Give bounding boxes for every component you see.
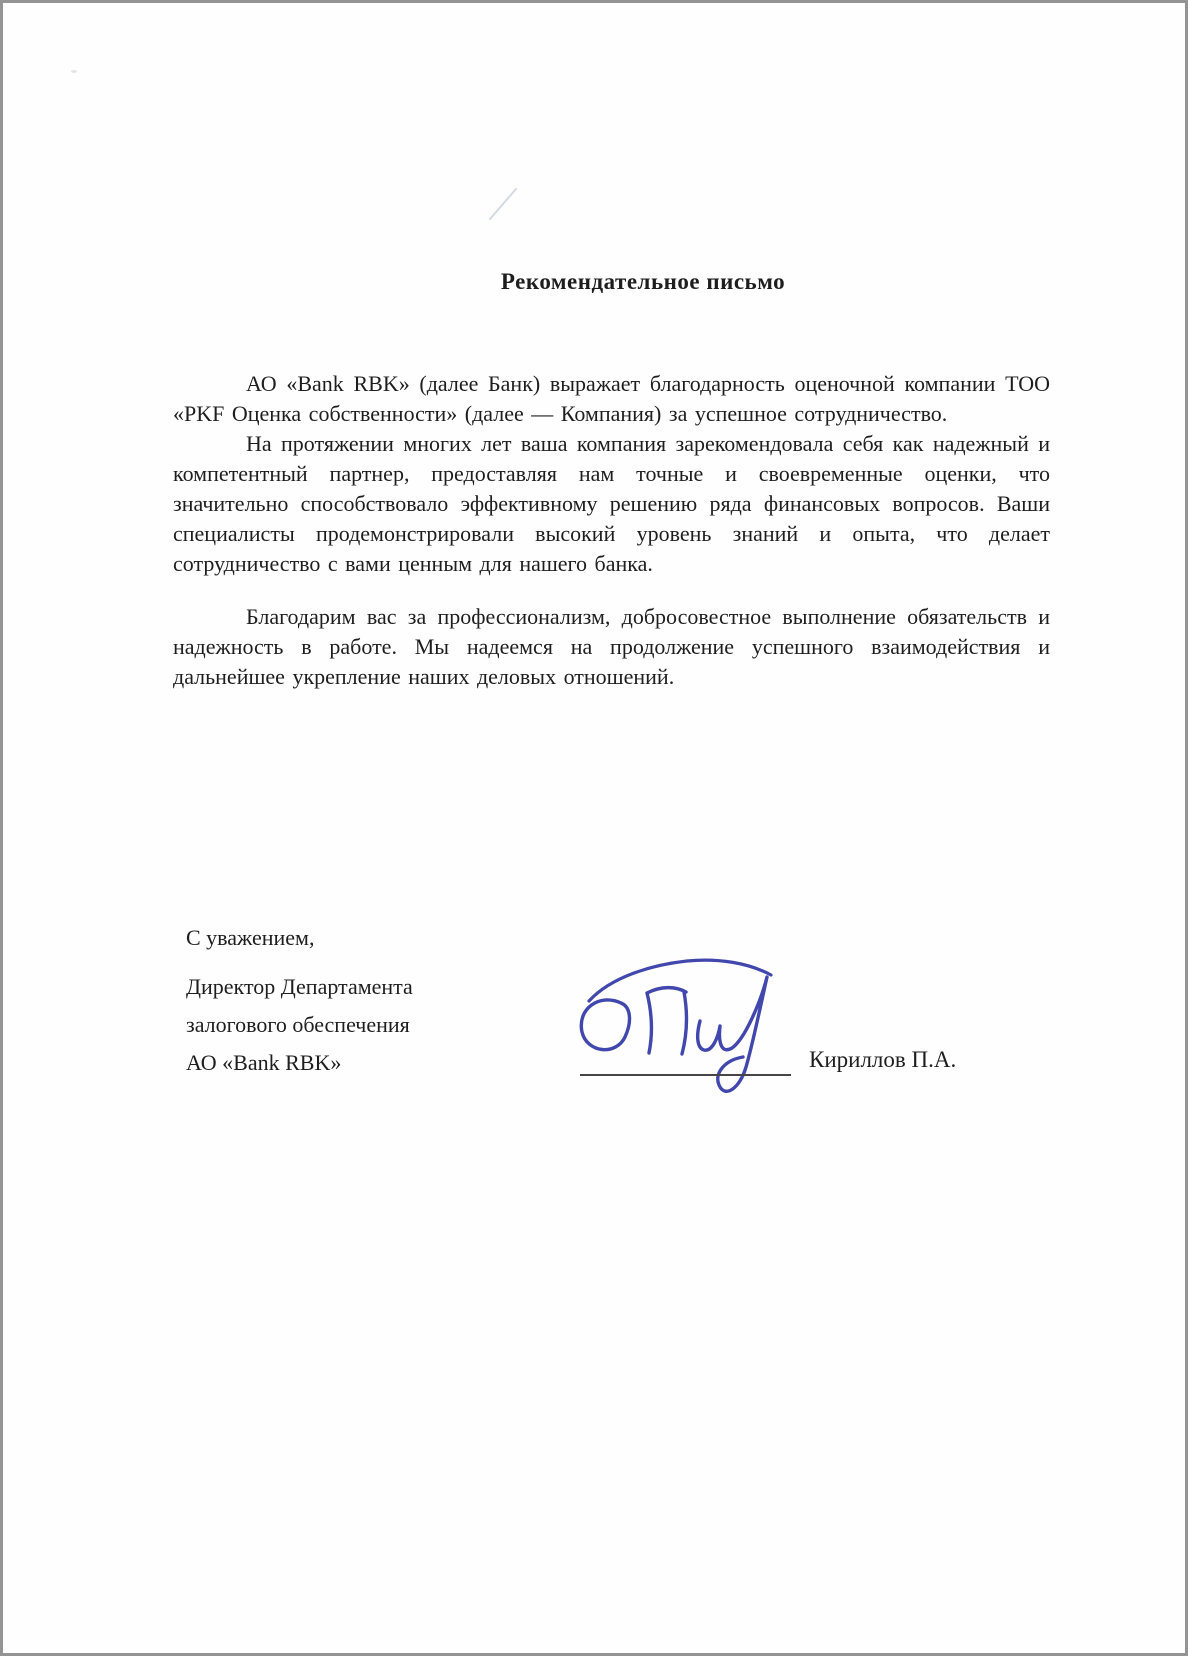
signer-title-line-1: Директор Департамента: [186, 974, 413, 999]
signer-name: Кириллов П.А.: [809, 1047, 957, 1072]
handwritten-signature: [559, 941, 799, 1111]
signature-ink: [581, 960, 771, 1091]
paragraph-partnership: На протяжении многих лет ваша компания зарекомендовала себя как надежный и компетентный партнер, предоставляя нам точные и своевременные оценки, что значительно способствовало эффективному решению ряда финансовых вопросов. Ваши специалисты продемонстрировали высокий уровень знаний и опыта, что делает сотрудничество с вами ценным для нашего банка.: [173, 431, 1050, 576]
paragraph-thanks: Благодарим вас за профессионализм, добросовестное выполнение обязательств и надежность в работе. Мы надеемся на продолжение успешного взаимодействия и дальнейшее укрепление наших деловых отношений.: [173, 604, 1050, 689]
scan-speck: [71, 70, 77, 73]
signature-line: [580, 1074, 791, 1076]
signer-title-line-3: АО «Bank RBK»: [186, 1050, 342, 1075]
signer-title-line-2: залогового обеспечения: [186, 1012, 410, 1037]
closing-salutation: С уважением,: [186, 925, 315, 950]
letter-body: [173, 369, 1050, 692]
paragraph-intro: АО «Bank RBK» (далее Банк) выражает благодарность оценочной компании ТОО «PKF Оценка собственности» (далее — Компания) за успешное сотрудничество.: [173, 371, 1050, 426]
letter-title: Рекомендательное письмо: [500, 269, 786, 294]
scan-artifact-slash: [487, 186, 519, 222]
